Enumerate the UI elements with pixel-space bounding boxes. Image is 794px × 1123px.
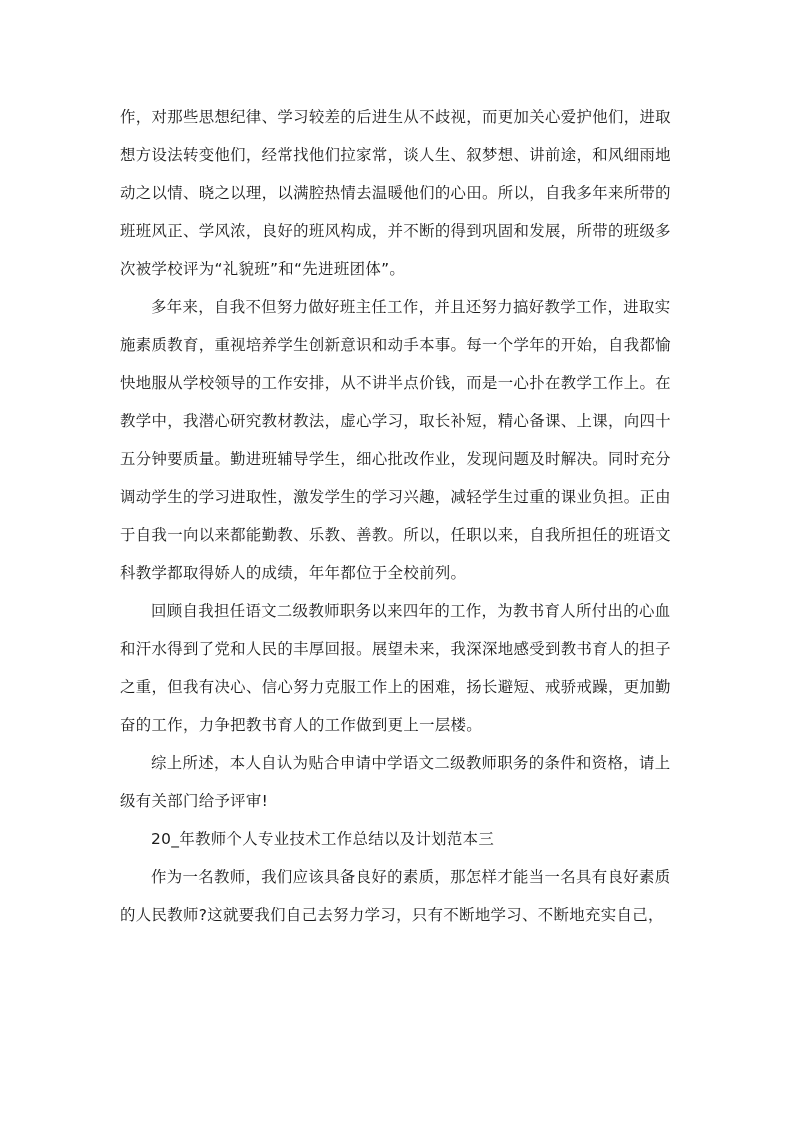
text-line-12: 于自我一向以来都能勤教、乐教、善教。所以，任职以来，自我所担任的班语文 (120, 526, 671, 544)
text-line-6: 多年来，自我不但努力做好班主任工作，并且还努力搞好教学工作，进取实 (151, 298, 671, 316)
text-line-8: 快地服从学校领导的工作安排，从不讲半点价钱，而是一心扑在教学工作上。在 (120, 374, 671, 392)
text-line-3: 动之以情、晓之以理，以满腔热情去温暖他们的心田。所以，自我多年来所带的 (120, 184, 671, 202)
text-line-15: 和汗水得到了党和人民的丰厚回报。展望未来，我深深地感受到教书育人的担子 (120, 640, 671, 658)
text-line-5: 次被学校评为“礼貌班”和“先进班团体”。 (120, 260, 406, 278)
text-line-22: 的人民教师?这就要我们自己去努力学习，只有不断地学习、不断地充实自己， (120, 906, 664, 924)
text-line-4: 班班风正、学风浓，良好的班风构成，并不断的得到巩固和发展，所带的班级多 (120, 222, 671, 240)
text-line-17: 奋的工作，力争把教书育人的工作做到更上一层楼。 (120, 716, 483, 734)
text-line-19: 级有关部门给予评审! (120, 792, 269, 810)
text-line-16: 之重，但我有决心、信心努力克服工作上的困难，扬长避短、戒骄戒躁，更加勤 (120, 678, 671, 696)
text-line-7: 施素质教育，重视培养学生创新意识和动手本事。每一个学年的开始，自我都愉 (120, 336, 671, 354)
document-body (120, 98, 680, 934)
text-line-10: 五分钟要质量。勤进班辅导学生，细心批改作业，发现问题及时解决。同时充分 (120, 450, 671, 468)
text-line-11: 调动学生的学习进取性，激发学生的学习兴趣，减轻学生过重的课业负担。正由 (120, 488, 671, 506)
text-line-1: 作，对那些思想纪律、学习较差的后进生从不歧视，而更加关心爱护他们，进取 (120, 108, 671, 126)
text-line-21: 作为一名教师，我们应该具备良好的素质，那怎样才能当一名具有良好素质 (151, 868, 671, 886)
text-line-9: 教学中，我潜心研究教材教法，虚心学习，取长补短，精心备课、上课，向四十 (120, 412, 671, 430)
text-line-18: 综上所述，本人自认为贴合申请中学语文二级教师职务的条件和资格，请上 (151, 754, 671, 772)
text-line-14: 回顾自我担任语文二级教师职务以来四年的工作，为教书育人所付出的心血 (151, 602, 671, 620)
text-line-13: 科教学都取得娇人的成绩，年年都位于全校前列。 (120, 564, 467, 582)
text-line-2: 想方设法转变他们，经常找他们拉家常，谈人生、叙梦想、讲前途，和风细雨地 (120, 146, 671, 164)
section-heading: 20_年教师个人专业技术工作总结以及计划范本三 (151, 830, 495, 848)
